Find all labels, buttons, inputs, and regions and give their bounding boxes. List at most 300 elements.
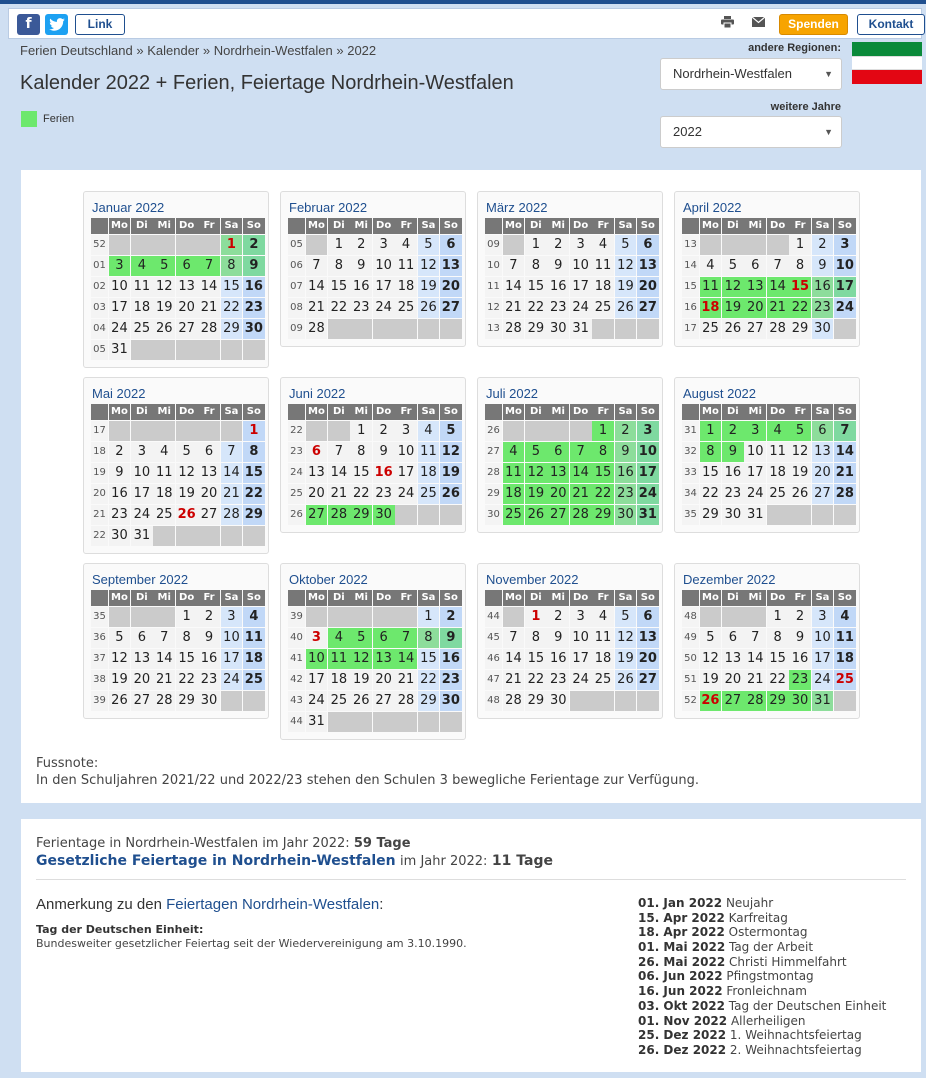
ferien-day: 2 (615, 421, 637, 441)
calendar-day: 16 (350, 277, 372, 297)
year-select[interactable] (660, 116, 842, 148)
empty-day (243, 526, 265, 546)
calendar-day: 6 (744, 256, 766, 276)
calendar-day: 27 (176, 319, 198, 339)
calendar-day: 2 (812, 235, 834, 255)
calendar-day: 30 (547, 691, 569, 711)
calendar-day: 26 (350, 691, 372, 711)
calendar-day: 9 (547, 628, 569, 648)
calendar-day: 19 (615, 649, 637, 669)
page-title: Kalender 2022 + Ferien, Feiertage Nordrhein-Westfalen (20, 72, 514, 94)
calendar-day: 10 (744, 442, 766, 462)
ferien-day: 12 (350, 649, 372, 669)
month-title: Februar 2022 (289, 200, 368, 215)
calendar-day: 20 (198, 484, 220, 504)
calendar-day: 15 (700, 463, 722, 483)
week-number: 52 (682, 691, 699, 711)
calendar-day: 22 (767, 670, 789, 690)
ferien-day: 4 (131, 256, 153, 276)
calendar-day: 13 (812, 442, 834, 462)
empty-day (131, 340, 153, 360)
calendar-day: 30 (722, 505, 744, 525)
empty-day (700, 235, 722, 255)
empty-day (153, 526, 175, 546)
calendar-day: 3 (570, 235, 592, 255)
calendar-day: 17 (744, 463, 766, 483)
weekday-header: So (637, 404, 659, 420)
month-calendar (280, 377, 466, 533)
calendar-day: 10 (570, 256, 592, 276)
calendar-day: 23 (243, 298, 265, 318)
empty-day (350, 712, 372, 732)
weekday-header: Fr (789, 590, 811, 606)
holiday-date: 06. Jun 2022 (638, 969, 723, 984)
empty-day (176, 235, 198, 255)
weekday-header: So (243, 404, 265, 420)
calendar-day: 21 (328, 484, 350, 504)
calendar-day: 11 (153, 463, 175, 483)
calendar-day: 10 (395, 442, 417, 462)
ferien-day: 5 (525, 442, 547, 462)
calendar-day: 9 (350, 256, 372, 276)
empty-day (198, 421, 220, 441)
weekday-header: Mi (350, 590, 372, 606)
calendar-day: 5 (722, 256, 744, 276)
holiday-list-item (638, 1014, 886, 1029)
calendar-day: 5 (615, 607, 637, 627)
week-number: 02 (91, 277, 108, 297)
ferientage-value: 59 Tage (353, 836, 411, 851)
weekday-header: So (440, 218, 462, 234)
weekday-header: Mi (153, 218, 175, 234)
calendar-day: 18 (328, 670, 350, 690)
ferien-day: 9 (440, 628, 462, 648)
ferien-day: 5 (350, 628, 372, 648)
calendar-day: 19 (418, 277, 440, 297)
empty-day (395, 505, 417, 525)
holiday-name: Pfingstmontag (722, 969, 814, 984)
calendar-day: 9 (789, 628, 811, 648)
ferien-day: 6 (176, 256, 198, 276)
weekday-header: So (637, 590, 659, 606)
link-button[interactable]: Link (75, 14, 125, 35)
calendar-day: 24 (221, 670, 243, 690)
ferien-day: 23 (789, 670, 811, 690)
calendar-day: 3 (812, 607, 834, 627)
calendar-day: 23 (547, 298, 569, 318)
weekday-header: Fr (789, 218, 811, 234)
week-number: 03 (91, 298, 108, 318)
empty-day (198, 340, 220, 360)
weekday-header: Mo (700, 404, 722, 420)
empty-day (395, 607, 417, 627)
ferien-day: 12 (722, 277, 744, 297)
weekday-header: Mi (547, 218, 569, 234)
week-number: 35 (682, 505, 699, 525)
holiday-day: 26 (176, 505, 198, 525)
ferien-day: 6 (812, 421, 834, 441)
week-number: 49 (682, 628, 699, 648)
empty-day (440, 712, 462, 732)
week-number: 07 (288, 277, 305, 297)
ferien-day: 7 (570, 442, 592, 462)
calendar-day: 23 (373, 484, 395, 504)
calendar-day: 21 (395, 670, 417, 690)
calendar-day: 22 (418, 670, 440, 690)
weekday-header: Mo (109, 218, 131, 234)
week-number: 52 (91, 235, 108, 255)
calendar-day: 3 (834, 235, 856, 255)
calendar-day: 8 (243, 442, 265, 462)
calendar-day: 29 (525, 319, 547, 339)
ferien-day: 30 (373, 505, 395, 525)
empty-day (592, 691, 614, 711)
calendar-day: 13 (637, 628, 659, 648)
weekday-header: Di (131, 590, 153, 606)
empty-day (744, 607, 766, 627)
calendar-day: 2 (789, 607, 811, 627)
month-title: Mai 2022 (92, 386, 146, 401)
breadcrumb-separator: » (336, 43, 344, 58)
ferien-day: 1 (592, 421, 614, 441)
week-number-header (682, 590, 699, 606)
breadcrumb-ferien-deutschland[interactable]: Ferien Deutschland (20, 43, 133, 58)
week-number: 45 (485, 628, 502, 648)
footnote-text: In den Schuljahren 2021/22 und 2022/23 stehen den Schulen 3 bewegliche Ferientage zur Verfügung. (36, 773, 700, 788)
holiday-name: Neujahr (722, 896, 774, 910)
calendar-day: 24 (395, 484, 417, 504)
weekday-header: Fr (592, 218, 614, 234)
calendar-day: 21 (153, 670, 175, 690)
weekday-header: Do (767, 218, 789, 234)
weekday-header: Do (570, 218, 592, 234)
calendar-day: 11 (592, 256, 614, 276)
calendar-day: 28 (306, 319, 328, 339)
empty-day (440, 319, 462, 339)
week-number-header (682, 218, 699, 234)
weekday-header: Do (767, 404, 789, 420)
calendar-day: 5 (440, 421, 462, 441)
calendar-day: 18 (767, 463, 789, 483)
holiday-list (638, 896, 886, 1058)
ferien-day: 3 (637, 421, 659, 441)
calendar-day: 28 (503, 691, 525, 711)
breadcrumb (20, 43, 376, 58)
week-number: 33 (682, 463, 699, 483)
holiday-date: 01. Nov 2022 (638, 1013, 728, 1028)
week-number: 35 (91, 607, 108, 627)
week-number: 24 (288, 463, 305, 483)
calendar-day: 22 (243, 484, 265, 504)
empty-day (700, 607, 722, 627)
ferien-day: 17 (834, 277, 856, 297)
ferien-day: 22 (592, 484, 614, 504)
holiday-day: 18 (700, 298, 722, 318)
weekday-header: Fr (198, 218, 220, 234)
calendar-day: 19 (615, 277, 637, 297)
breadcrumb-year[interactable]: 2022 (347, 43, 377, 58)
holiday-date: 26. Dez 2022 (638, 1042, 727, 1057)
calendar-day: 20 (440, 277, 462, 297)
weekday-header: Fr (789, 404, 811, 420)
holiday-list-item (638, 911, 886, 926)
week-number: 38 (91, 670, 108, 690)
mail-icon[interactable] (750, 16, 766, 32)
breadcrumb-nrw[interactable]: Nordrhein-Westfalen (213, 43, 333, 58)
calendar-day: 8 (525, 256, 547, 276)
calendar-day: 8 (350, 442, 372, 462)
calendar-day: 4 (243, 607, 265, 627)
calendar-day: 13 (440, 256, 462, 276)
weekday-header: Di (525, 218, 547, 234)
calendar-day: 31 (306, 712, 328, 732)
calendar-day: 21 (503, 298, 525, 318)
calendar-day: 26 (615, 298, 637, 318)
holiday-list-item (638, 969, 886, 984)
weekday-header: So (834, 404, 856, 420)
week-number: 26 (485, 421, 502, 441)
month-calendar (674, 563, 860, 719)
week-number: 48 (682, 607, 699, 627)
empty-day (350, 607, 372, 627)
calendar-day: 15 (176, 649, 198, 669)
anmerkung-heading (36, 896, 383, 913)
weekday-header: Do (373, 218, 395, 234)
holiday-day: 15 (789, 277, 811, 297)
calendar-day: 12 (440, 442, 462, 462)
calendar-day: 14 (503, 649, 525, 669)
empty-day (547, 421, 569, 441)
breadcrumb-separator: » (136, 43, 144, 58)
breadcrumb-kalender[interactable]: Kalender (147, 43, 200, 58)
calendar-day: 23 (109, 505, 131, 525)
month-title: Dezember 2022 (683, 572, 776, 587)
summary-panel (21, 819, 921, 1072)
empty-day (328, 607, 350, 627)
calendar-day: 26 (418, 298, 440, 318)
ferien-day: 8 (700, 442, 722, 462)
ferien-day: 20 (744, 298, 766, 318)
week-number: 09 (485, 235, 502, 255)
weekday-header: Sa (418, 404, 440, 420)
empty-day (373, 319, 395, 339)
weekday-header: Do (176, 404, 198, 420)
calendar-day: 8 (328, 256, 350, 276)
empty-day (109, 235, 131, 255)
calendar-day: 4 (592, 607, 614, 627)
calendar-day: 6 (637, 607, 659, 627)
week-number: 34 (682, 484, 699, 504)
calendar-day: 6 (440, 235, 462, 255)
calendar-day: 16 (440, 649, 462, 669)
ferien-day: 4 (503, 442, 525, 462)
calendar-day: 11 (592, 628, 614, 648)
ferien-day: 8 (592, 442, 614, 462)
holiday-day: 1 (221, 235, 243, 255)
empty-day (637, 691, 659, 711)
calendar-day: 9 (109, 463, 131, 483)
feiertage-link[interactable]: Gesetzliche Feiertage in Nordrhein-Westfalen (36, 853, 396, 869)
holiday-list-item (638, 925, 886, 940)
empty-day (306, 235, 328, 255)
calendar-day: 23 (547, 670, 569, 690)
holiday-day: 1 (243, 421, 265, 441)
weekday-header: Mo (503, 590, 525, 606)
calendar-day: 17 (373, 277, 395, 297)
holiday-day: 25 (834, 670, 856, 690)
week-number: 26 (288, 505, 305, 525)
holiday-day: 16 (373, 463, 395, 483)
ferien-day: 11 (503, 463, 525, 483)
week-number: 14 (682, 256, 699, 276)
feiertage-summary (36, 853, 553, 869)
empty-day (395, 319, 417, 339)
weekday-header: Do (373, 404, 395, 420)
anmerkung-link[interactable]: Feiertagen Nordrhein-Westfalen (166, 896, 380, 913)
calendar-day: 9 (373, 442, 395, 462)
week-number: 27 (485, 442, 502, 462)
calendar-day: 20 (306, 484, 328, 504)
weekday-header: Di (328, 590, 350, 606)
calendar-day: 9 (547, 256, 569, 276)
month-title: Januar 2022 (92, 200, 165, 215)
ferien-day: 27 (547, 505, 569, 525)
weekday-header: Fr (592, 404, 614, 420)
calendar-day: 14 (328, 463, 350, 483)
weekday-header: Mi (547, 404, 569, 420)
empty-day (834, 319, 856, 339)
calendar-day: 2 (109, 442, 131, 462)
holiday-day: 3 (306, 628, 328, 648)
month-calendar (280, 191, 466, 347)
weekday-header: So (834, 590, 856, 606)
empty-day (767, 505, 789, 525)
divider (36, 879, 906, 880)
ferien-day: 8 (221, 256, 243, 276)
calendar-day: 26 (153, 319, 175, 339)
empty-day (418, 712, 440, 732)
holiday-name: 2. Weihnachtsfeiertag (726, 1042, 862, 1057)
calendar-day: 19 (789, 463, 811, 483)
calendar-day: 21 (744, 670, 766, 690)
month-calendar (83, 377, 269, 554)
holiday-name: Fronleichnam (722, 984, 807, 999)
week-number: 30 (485, 505, 502, 525)
calendar-day: 28 (767, 319, 789, 339)
weekday-header: Fr (395, 590, 417, 606)
calendar-day: 24 (570, 670, 592, 690)
weekday-header: Fr (198, 404, 220, 420)
region-select[interactable] (660, 58, 842, 90)
print-icon[interactable] (719, 16, 735, 32)
ferien-day: 14 (570, 463, 592, 483)
holiday-date: 01. Mai 2022 (638, 940, 726, 955)
calendar-day: 22 (350, 484, 372, 504)
calendar-day: 15 (350, 463, 372, 483)
empty-day (109, 421, 131, 441)
calendar-day: 14 (153, 649, 175, 669)
empty-day (153, 235, 175, 255)
calendar-day: 18 (243, 649, 265, 669)
calendar-day: 8 (789, 256, 811, 276)
calendar-day: 4 (834, 607, 856, 627)
holiday-date: 01. Jan 2022 (638, 896, 723, 910)
weekday-header: Sa (615, 404, 637, 420)
weekday-header: Mo (306, 590, 328, 606)
calendar-day: 11 (243, 628, 265, 648)
kontakt-button[interactable]: Kontakt (857, 14, 925, 35)
calendar-day: 21 (198, 298, 220, 318)
anmerkung-title: Tag der Deutschen Einheit: (36, 923, 204, 936)
holiday-name: Karfreitag (724, 910, 788, 925)
empty-day (767, 235, 789, 255)
weekday-header: Mi (744, 590, 766, 606)
calendar-day: 17 (570, 649, 592, 669)
calendar-day: 24 (570, 298, 592, 318)
anmerkung-suffix: : (379, 896, 384, 913)
calendar-day: 18 (153, 484, 175, 504)
facebook-icon[interactable]: f (17, 14, 40, 35)
month-calendar (83, 191, 269, 368)
calendar-day: 27 (812, 484, 834, 504)
holiday-list-item (638, 896, 886, 911)
week-number-header (288, 590, 305, 606)
spenden-button[interactable]: Spenden (779, 14, 848, 35)
week-number: 06 (288, 256, 305, 276)
calendar-day: 19 (153, 298, 175, 318)
week-number: 51 (682, 670, 699, 690)
month-title: Oktober 2022 (289, 572, 368, 587)
empty-day (328, 421, 350, 441)
weekday-header: Sa (812, 590, 834, 606)
ferien-day: 24 (637, 484, 659, 504)
ferien-day: 7 (834, 421, 856, 441)
calendar-day: 13 (637, 256, 659, 276)
weekday-header: Di (328, 404, 350, 420)
calendar-day: 29 (221, 319, 243, 339)
empty-day (153, 421, 175, 441)
calendar-day: 29 (418, 691, 440, 711)
empty-day (373, 712, 395, 732)
calendar-day: 25 (153, 505, 175, 525)
ferien-day: 26 (525, 505, 547, 525)
weekday-header: Sa (812, 218, 834, 234)
calendar-day: 17 (812, 649, 834, 669)
empty-day (198, 235, 220, 255)
ferien-day: 14 (767, 277, 789, 297)
empty-day (615, 691, 637, 711)
calendar-day: 28 (198, 319, 220, 339)
empty-day (418, 505, 440, 525)
empty-day (131, 421, 153, 441)
month-title: April 2022 (683, 200, 742, 215)
calendar-day: 25 (418, 484, 440, 504)
calendar-day: 27 (440, 298, 462, 318)
holiday-name: Tag der Arbeit (725, 940, 814, 955)
twitter-icon[interactable] (45, 14, 68, 35)
week-number: 44 (485, 607, 502, 627)
holiday-name: Tag der Deutschen Einheit (724, 998, 887, 1013)
week-number: 20 (91, 484, 108, 504)
calendar-day: 12 (418, 256, 440, 276)
calendar-day: 6 (131, 628, 153, 648)
calendar-day: 2 (198, 607, 220, 627)
calendar-day: 21 (503, 670, 525, 690)
calendar-day: 19 (440, 463, 462, 483)
week-number-header (485, 218, 502, 234)
calendar-day: 21 (834, 463, 856, 483)
calendar-day: 7 (503, 628, 525, 648)
